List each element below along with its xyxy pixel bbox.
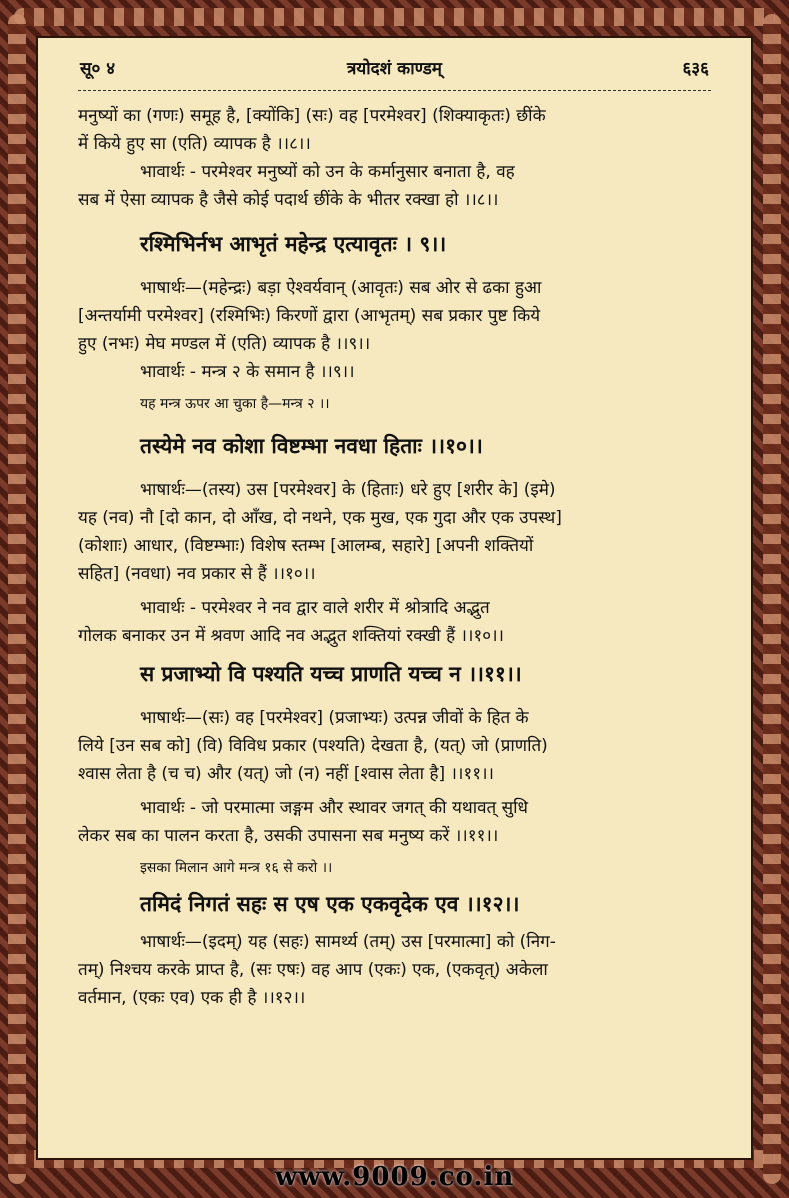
text-line: [अन्तर्यामी परमेश्वर] (रश्मिभिः) किरणों द्वारा (आभृतम्) सब प्रकार पुष्ट किये [78,306,541,326]
page-content [78,102,711,1012]
page-number: ६३६ [682,59,709,79]
text-line: श्वास लेता है (च च) और (यत्) जो (न) नहीं [श्वास लेता है] ।।११।। [78,764,494,784]
text-line: लिये [उन सब को] (वि) विविध प्रकार (पश्यति) देखता है, (यत्) जो (प्राणति) [78,736,548,756]
bhashartha-line: भाषार्थः—(सः) वह [परमेश्वर] (प्रजाभ्यः) उत्पन्न जीवों के हित के [140,708,529,728]
text-line: वर्तमान, (एकः एव) एक ही है ।।१२।। [78,988,306,1008]
text-line: हुए (नभः) मेघ मण्डल में (एति) व्यापक है ।।९।। [78,334,371,354]
text-line: में किये हुए सा (एति) व्यापक है ।।८।। [78,134,311,154]
note-line: इसका मिलान आगे मन्त्र १६ से करो ।। [140,860,333,876]
mantra-11: स प्रजाभ्यो वि पश्यति यच्च प्राणति यच्च न ।।११।। [140,662,522,686]
page-header [80,56,709,84]
note-line: यह मन्त्र ऊपर आ चुका है—मन्त्र २ ।। [140,396,330,412]
bhashartha-line: भाषार्थः—(तस्य) उस [परमेश्वर] के (हिताः) धरे हुए [शरीर के] (इमे) [140,480,556,500]
bhavarth-line: भावार्थः - जो परमात्मा जङ्गम और स्थावर जगत् की यथावत् सुधि [140,798,528,818]
ornament-border-top [14,8,775,26]
bhavarth-line: भावार्थः - परमेश्वर मनुष्यों को उन के कर्मानुसार बनाता है, वह [140,162,515,182]
sutra-number: सू० ४ [80,59,116,79]
ornament-border-right [763,14,781,1184]
text-line: सब में ऐसा व्यापक है जैसे कोई पदार्थ छींके के भीतर रक्खा हो ।।८।। [78,190,499,210]
text-line: लेकर सब का पालन करता है, उसकी उपासना सब मनुष्य करें ।।११।। [78,826,499,846]
text-line: गोलक बनाकर उन में श्रवण आदि नव अद्भुत शक्तियां रक्खी हैं ।।१०।। [78,626,504,646]
bhashartha-line: भाषार्थः—(इदम्) यह (सहः) सामर्थ्य (तम्) उस [परमात्मा] को (निग- [140,932,556,952]
mantra-12: तमिदं निगतं सहः स एष एक एकवृदेक एव ।।१२।। [140,892,520,916]
book-page [36,36,753,1160]
text-line: यह (नव) नौ [दो कान, दो आँख, दो नथने, एक मुख, एक गुदा और एक उपस्थ] [78,508,562,528]
header-rule [78,90,711,91]
bhavarth-line: भावार्थः - मन्त्र २ के समान है ।।९।। [140,362,355,382]
ornament-border-left [8,14,26,1184]
text-line: (कोशाः) आधार, (विष्टम्भाः) विशेष स्तम्भ [आलम्ब, सहारे] [अपनी शक्तियों [78,536,534,556]
chapter-title: त्रयोदशं काण्डम् [347,59,442,79]
text-line: मनुष्यों का (गणः) समूह है, [क्योंकि] (सः) वह [परमेश्वर] (शिक्याकृतः) छींके [78,106,546,126]
text-line: तम्) निश्चय करके प्राप्त है, (सः एषः) वह आप (एकः) एक, (एकवृत्) अकेला [78,960,548,980]
mantra-9: रश्मिभिर्नभ आभृतं महेन्द्र एत्यावृतः । ९।। [140,232,447,256]
mantra-10: तस्येमे नव कोशा विष्टम्भा नवधा हिताः ।।१०।। [140,434,483,458]
website-watermark: www.9009.co.in [274,1162,515,1192]
text-line: सहित] (नवधा) नव प्रकार से हैं ।।१०।। [78,564,316,584]
bhavarth-line: भावार्थः - परमेश्वर ने नव द्वार वाले शरीर में श्रोत्रादि अद्भुत [140,598,490,618]
bhashartha-line: भाषार्थः—(महेन्द्रः) बड़ा ऐश्वर्यवान् (आवृतः) सब ओर से ढका हुआ [140,278,542,298]
